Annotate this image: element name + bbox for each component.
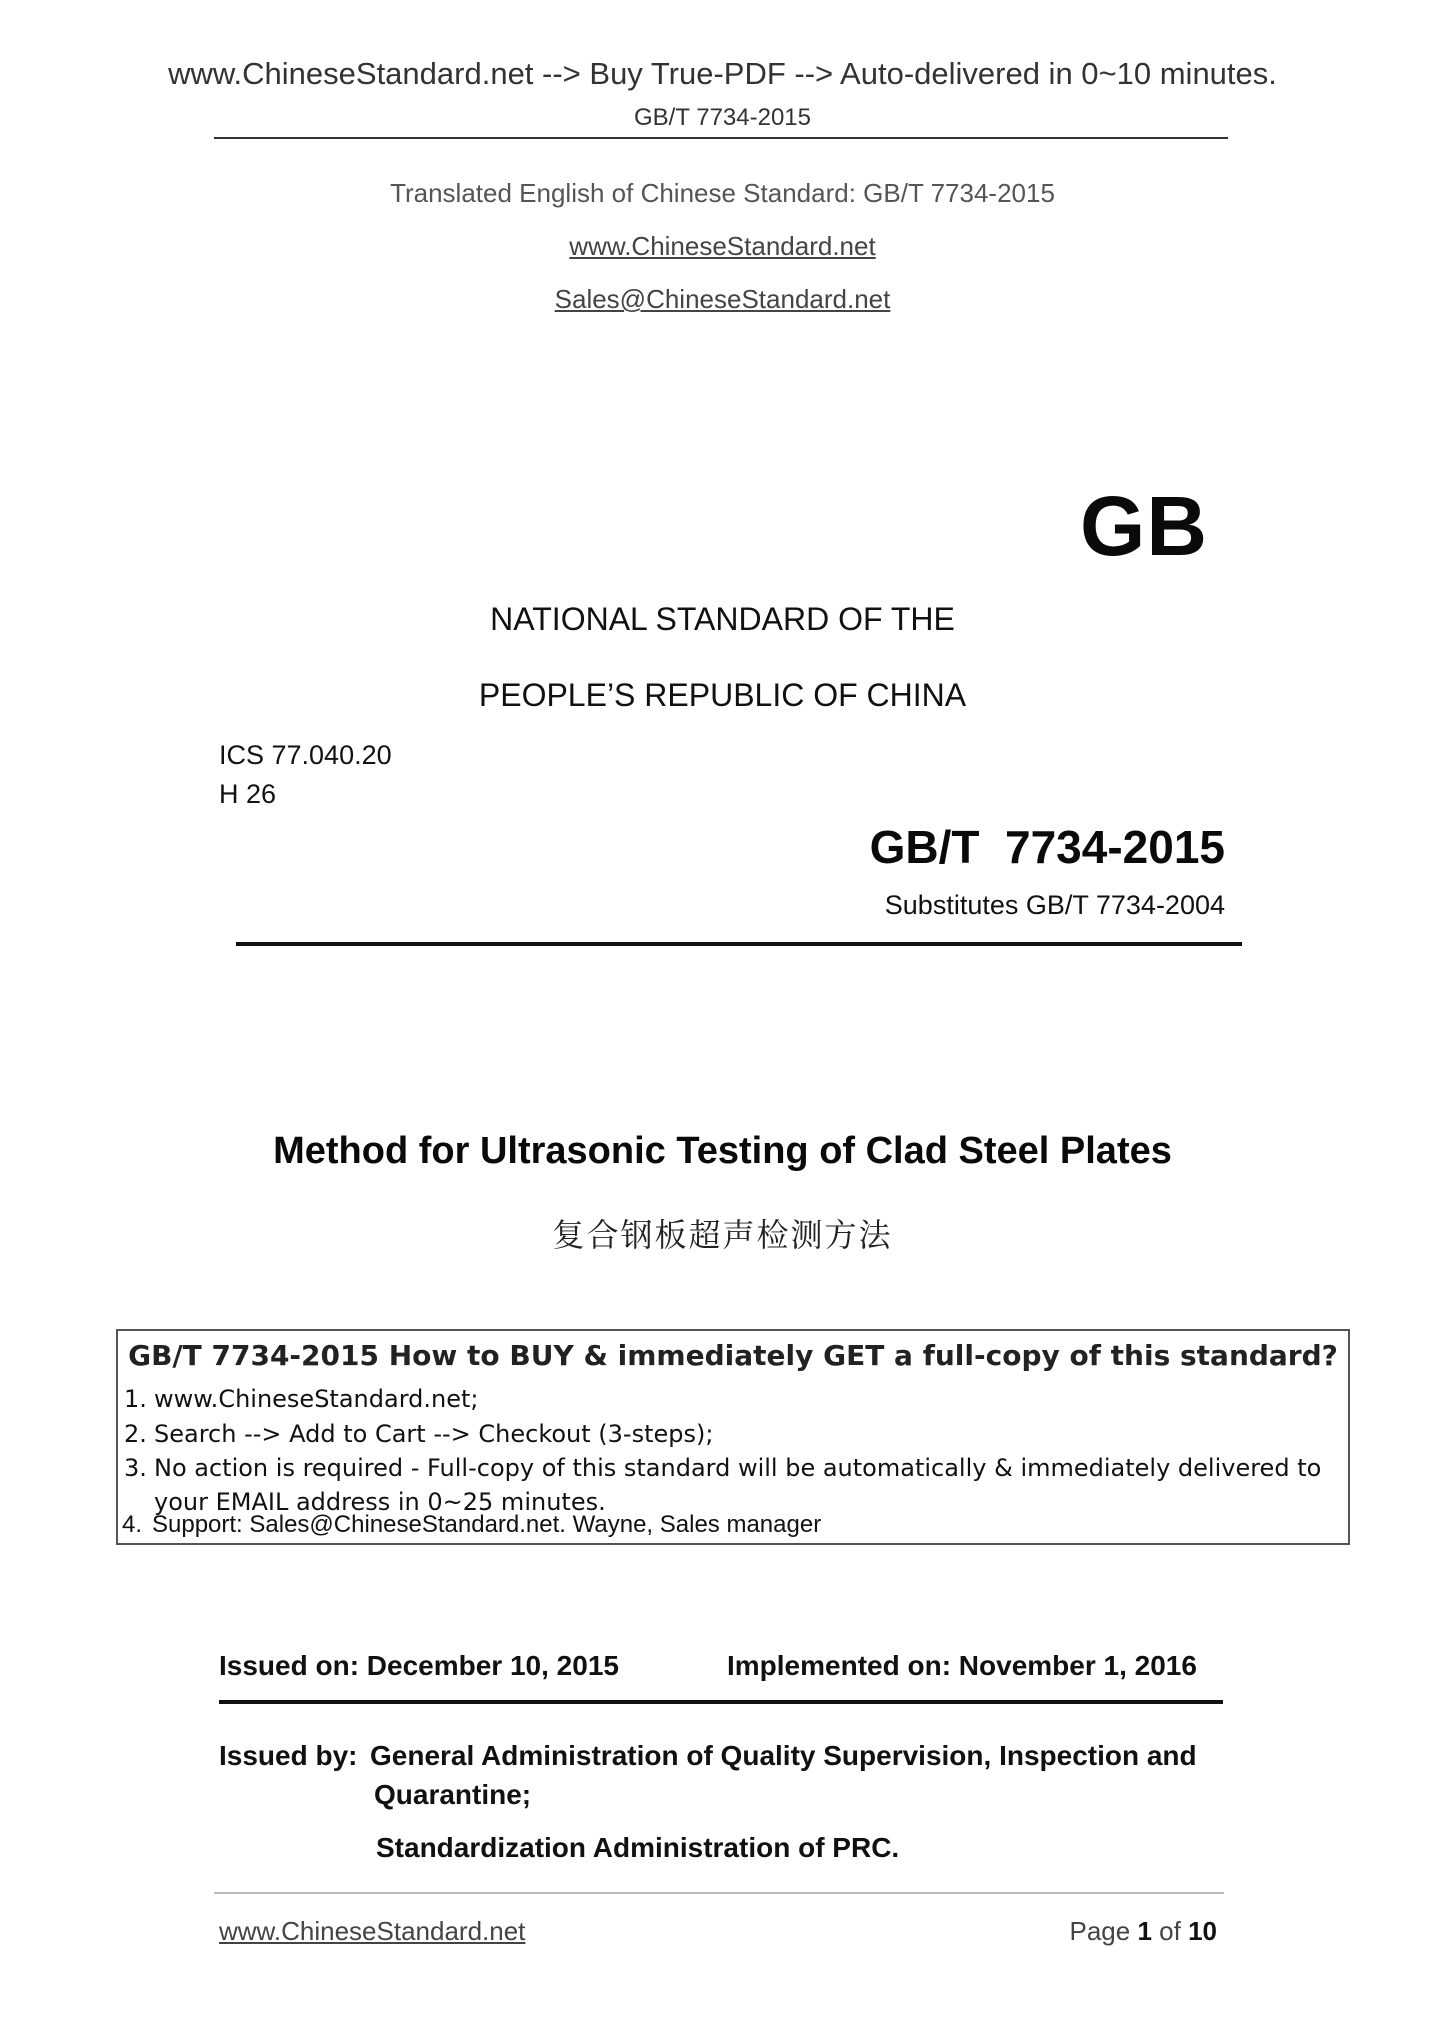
h-code: H 26 xyxy=(219,779,277,809)
substitutes-note: Substitutes GB/T 7734-2004 xyxy=(884,890,1225,920)
issuer-org2: Standardization Administration of PRC. xyxy=(376,1832,900,1863)
buy-step xyxy=(124,1385,478,1413)
top-banner: www.ChineseStandard.net --> Buy True-PDF --> Auto-delivered in 0~10 minutes. xyxy=(168,56,1277,91)
document-title-en: Method for Ultrasonic Testing of Clad Steel Plates xyxy=(273,1130,1172,1172)
national-standard-line1: NATIONAL STANDARD OF THE xyxy=(490,601,955,637)
national-standard-line2: PEOPLE’S REPUBLIC OF CHINA xyxy=(478,677,967,713)
dates-divider xyxy=(219,1700,1223,1704)
header-standard-code: GB/T 7734-2015 xyxy=(633,104,811,131)
site-link-row xyxy=(0,231,1445,262)
standard-divider xyxy=(236,942,1242,946)
email-link-row xyxy=(0,284,1445,315)
page-total: 10 xyxy=(1188,1916,1217,1946)
email-link[interactable]: Sales@ChineseStandard.net xyxy=(554,284,891,314)
footer-divider xyxy=(214,1892,1224,1894)
implemented-on-date: Implemented on: November 1, 2016 xyxy=(727,1650,1197,1681)
buy-step-text: www.ChineseStandard.net; xyxy=(154,1385,479,1413)
buy-step xyxy=(124,1454,1321,1482)
buy-step-number: 4. xyxy=(122,1511,143,1538)
footer-link-row xyxy=(219,1916,525,1947)
buy-step-number: 3. xyxy=(124,1454,147,1482)
ics-code: ICS 77.040.20 xyxy=(219,740,392,770)
page-indicator xyxy=(1069,1916,1217,1947)
issued-by-label: Issued by: xyxy=(219,1740,358,1771)
buy-step-text: your EMAIL address in 0~25 minutes. xyxy=(154,1488,606,1516)
buy-step-text: Support: Sales@ChineseStandard.net. Wayne, Sales manager xyxy=(152,1511,822,1538)
standard-number: GB/T 7734-2015 xyxy=(869,821,1225,873)
site-link[interactable]: www.ChineseStandard.net xyxy=(569,231,876,261)
header-divider xyxy=(214,137,1228,139)
buy-step-text: No action is required - Full-copy of this standard will be automatically & immediately delivered to xyxy=(154,1454,1322,1482)
buy-box-title: GB/T 7734-2015 How to BUY & immediately GET a full-copy of this standard? xyxy=(128,1339,1338,1372)
buy-step-text: Search --> Add to Cart --> Checkout (3-steps); xyxy=(154,1420,714,1448)
translated-note: Translated English of Chinese Standard: GB/T 7734-2015 xyxy=(390,178,1055,208)
buy-step xyxy=(122,1511,821,1539)
buy-step xyxy=(124,1420,713,1448)
document-title-cn: 复合钢板超声检测方法 xyxy=(552,1216,893,1254)
issued-on-date: Issued on: December 10, 2015 xyxy=(219,1650,619,1681)
footer-site-link[interactable]: www.ChineseStandard.net xyxy=(219,1916,526,1946)
page-current: 1 xyxy=(1137,1916,1152,1946)
buy-step-number: 1. xyxy=(124,1385,147,1413)
gb-logo: GB xyxy=(1080,479,1208,573)
buy-step-number: 2. xyxy=(124,1420,147,1448)
issuer-org1-line2: Quarantine; xyxy=(374,1779,532,1810)
issuer-org1-line1: General Administration of Quality Supervision, Inspection and xyxy=(370,1740,1197,1771)
page-of: of xyxy=(1159,1916,1181,1946)
page-prefix: Page xyxy=(1069,1916,1131,1946)
